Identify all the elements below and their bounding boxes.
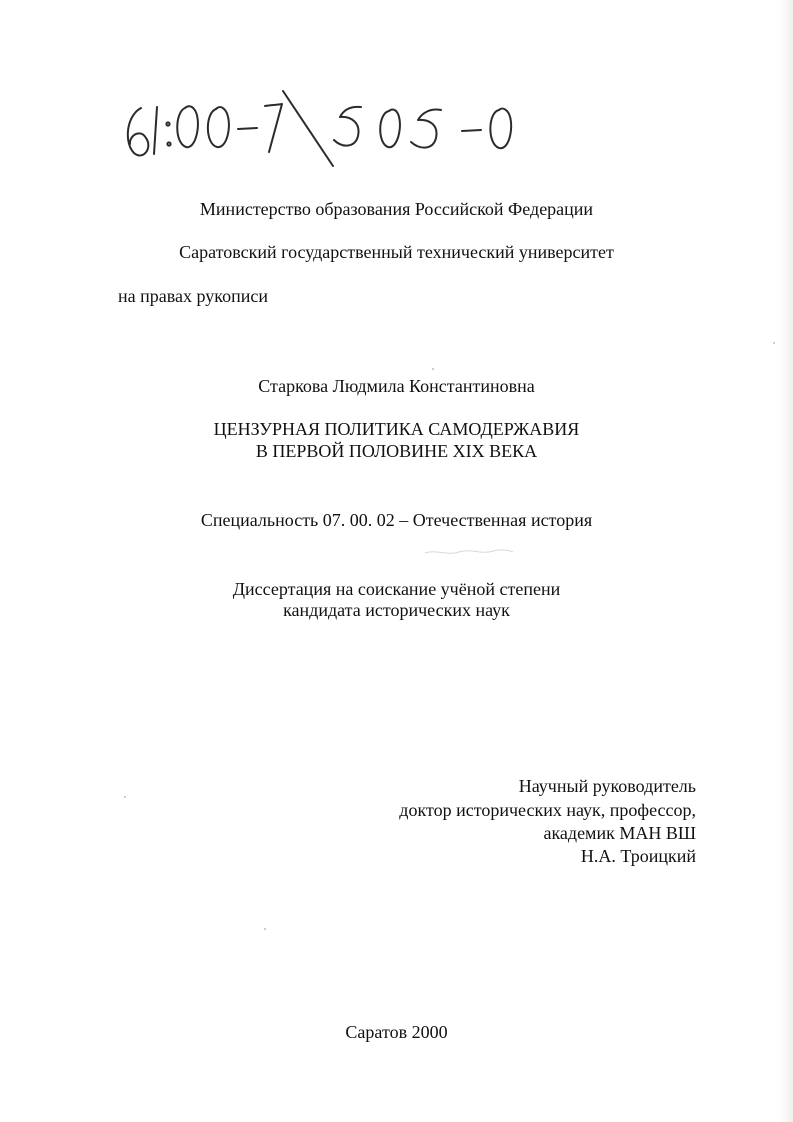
university-heading: Саратовский государственный технический университет xyxy=(179,242,614,262)
manuscript-note: на правах рукописи xyxy=(118,286,268,306)
scan-speck xyxy=(432,368,434,370)
author-name: Старкова Людмила Константиновна xyxy=(258,376,535,396)
supervisor-name: Н.А. Троицкий xyxy=(580,846,696,866)
handwritten-archive-code xyxy=(118,88,518,168)
degree-line-1: Диссертация на соискание учёной степени xyxy=(232,579,561,599)
supervisor-label: Научный руководитель xyxy=(518,776,696,796)
dissertation-title-line-2: В ПЕРВОЙ ПОЛОВИНЕ XIX ВЕКА xyxy=(255,441,538,461)
city-year: Саратов 2000 xyxy=(345,1022,448,1042)
supervisor-academy: академик МАН ВШ xyxy=(543,823,696,843)
scan-speck xyxy=(264,928,266,930)
scan-edge-shadow xyxy=(779,0,793,1122)
faint-scan-mark xyxy=(423,545,515,559)
dissertation-title-line-1: ЦЕНЗУРНАЯ ПОЛИТИКА САМОДЕРЖАВИЯ xyxy=(213,419,580,439)
degree-line-2: кандидата исторических наук xyxy=(283,600,510,620)
scan-speck xyxy=(124,796,126,798)
specialty-line: Специальность 07. 00. 02 – Отечественная история xyxy=(200,510,593,530)
ministry-heading: Министерство образования Российской Федерации xyxy=(199,199,594,219)
supervisor-degree: доктор исторических наук, профессор, xyxy=(399,800,696,820)
scan-speck xyxy=(773,342,775,344)
